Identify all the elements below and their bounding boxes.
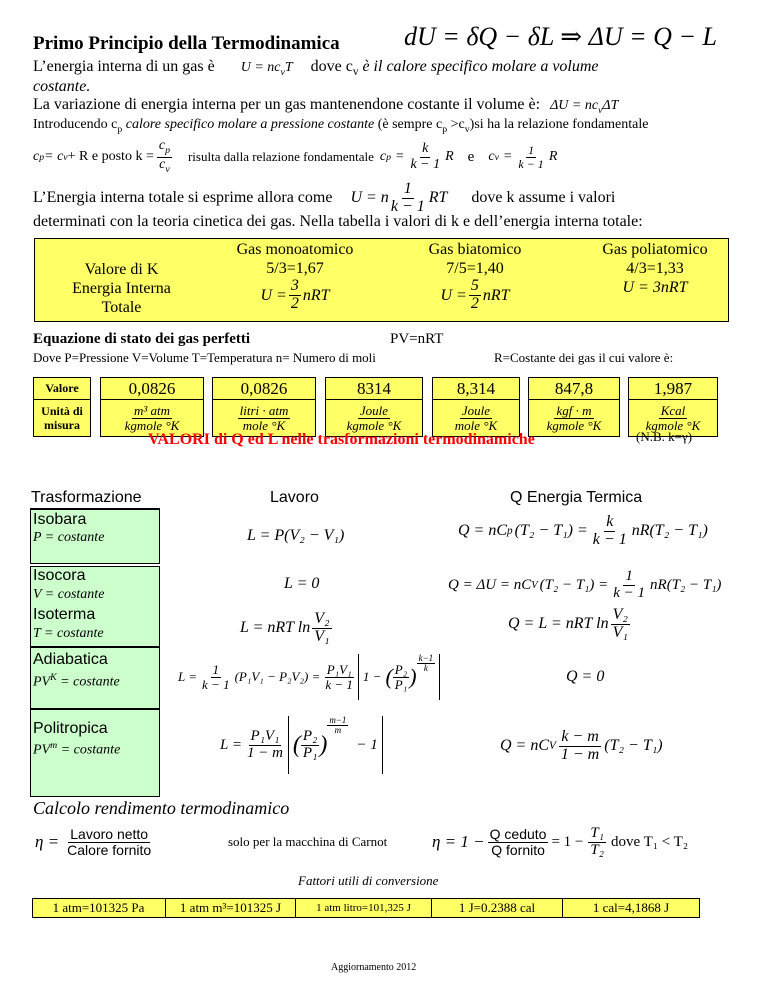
page-title: Primo Principio della Termodinamica [33,33,340,54]
r-table-value-cell: 0,0826 [100,377,204,400]
intro-line-3: La variazione di energia interna per un gas mantenendone costante il volume è: $\Delta U = nc_v\Delta T$ [33,96,619,116]
gas-col-poli: Gas poliatomico 4/3=1,33 U = 3nRT [602,241,708,296]
footer-update: Aggiornamento 2012 [331,962,417,973]
isobara-heat: Q = nC p (T₂ − T₁) = $\frac{k}{k - 1}$ nR(T₂ − T₁) [458,512,708,548]
isobara-work: L = P(V₂ − V₁) [247,527,345,544]
intro-line-4: Introducendo $c_p$ calore specifico molare a pressione costante (è sempre $c_p >c_v)si$ ha la relazione fondamentale [33,117,649,135]
transform-name: Politropica [33,720,108,737]
carnot-text: solo per la macchina di Carnot [228,834,388,849]
conversion-title: Fattori utili di conversione [298,873,439,888]
r-table-label-unit: Unità di misura [33,400,91,437]
total-energy-line: L’Energia interna totale si esprime allora come U = n $\frac{1}{k - 1}$ RT dove k assume i valori [33,179,616,215]
r-table-value-cell: 8,314 [432,377,520,400]
politropica-work: L = $\frac{\text{P₁V₁}}{1 - m}$ ( $\frac{\text{P₂}}{\text{P₁}}$ ) $\frac{m-1}{m}$ − 1 [220,712,383,778]
adiabatica-work: L = $\frac{1}{k - 1}$ (P₁V₁ − P₂V₂) = $\frac{\text{P₁V₁}}{k - 1}$ 1 − ( $\frac{\text{P₂}}{\text{P₁}}$ ) $\frac{k-1}{k}$ [178,650,440,704]
isocora-heat: Q = ΔU = nC V (T₂ − T₁) = $\frac{1}{k - 1}$ nR(T₂ − T₁) [448,567,722,601]
isoterma-heat: Q = L = nRT ln $\frac{\text{V₂}}{\text{V₁}}$ [508,605,628,641]
r-table-label-value: Valore [33,377,91,400]
adiabatica-heat: Q = 0 [566,668,605,685]
state-eq-title: Equazione di stato dei gas perfetti [33,331,251,347]
conversion-item: 1 atm m³=101325 J [166,898,296,918]
gas-col-mono: Gas monoatomico 5/3=1,67 U = $\frac{3}{2}$ nRT [236,241,354,312]
transform-name: Isoterma [33,606,96,623]
relation-line: c p = c v + R e posto k = $\frac{c_p}{c_v}$ risulta dalla relazione fondamentale c p = $\frac{k}{k - 1}$ R e c v = $\frac{1}{k - 1}$ R [33,138,558,175]
efficiency-title: Calcolo rendimento termodinamico [33,798,290,818]
transform-name: Isobara [33,511,87,528]
state-eq-formula: PV=nRT [390,331,444,347]
first-law-formula: dU = δQ − δL ⇒ ΔU = Q − L [404,22,717,51]
r-table-value-cell: 1,987 [628,377,718,400]
r-table-unit-cell: $\frac{\text{Joule}}{\text{kgmole °K}}$ [325,400,423,437]
politropica-heat: Q = nC V $\frac{k - m}{1 - m}$ (T₂ − T₁) [500,727,663,763]
isoterma-work: L = nRT ln $\frac{\text{V₂}}{\text{V₁}}$ [240,609,330,645]
r-table-unit-cell: $\frac{\text{litri · atm}}{\text{mole °K}}$ [212,400,316,437]
r-table-value-cell: 0,0826 [212,377,316,400]
r-constant-text: R=Costante dei gas il cui valore è: [494,350,674,365]
transform-condition: T = costante [33,626,104,641]
r-table-unit-cell: $\frac{\text{Joule}}{\text{mole °K}}$ [432,400,520,437]
conversion-item: 1 atm litro=101,325 J [296,898,432,918]
transform-name: Isocora [33,567,86,584]
intro-line-2: costante. [33,78,91,95]
carnot-formula: η = 1 − $\frac{\text{Q ceduto}}{\text{Q fornito}}$ = 1 − $\frac{\text{T₁}}{\text{T₂}}$ dove T₁ < T₂ [432,824,689,858]
transforms-note: (N.B. k=γ) [636,429,693,444]
transform-condition: $PV^K$ = costante [33,672,120,690]
transform-name: Adiabatica [33,651,108,668]
conversion-item: 1 atm=101325 Pa [32,898,166,918]
r-table-value-cell: 8314 [325,377,423,400]
gas-table-row-labels: Valore di K Energia Interna Totale [72,261,171,316]
r-table-value-cell: 847,8 [528,377,620,400]
isocora-work: L = 0 [284,575,320,592]
transform-condition: P = costante [33,530,105,545]
intro-line-1: L’energia interna di un gas è $U = nc_vT$ dove $c_v$ è il calore specifico molare a volume [33,58,599,79]
r-table-unit-cell: $\frac{\text{m³ atm}}{\text{kgmole °K}}$ [100,400,204,437]
conversion-item: 1 cal=4,1868 J [563,898,700,918]
col-work-header: Lavoro [270,489,319,506]
gas-col-bi: Gas biatomico 7/5=1,40 U = $\frac{5}{2}$ nRT [428,241,522,312]
state-eq-legend: Dove P=Pressione V=Volume T=Temperatura n= Numero di moli [33,350,376,365]
col-transform-header: Trasformazione [31,489,142,506]
efficiency-formula: η = $\frac{\text{Lavoro netto}}{\text{Calore fornito}}$ [35,825,152,858]
transforms-heading: VALORI di Q ed L nelle trasformazioni termodinamiche [148,431,535,448]
transform-condition: V = costante [33,587,105,602]
conversion-item: 1 J=0.2388 cal [432,898,563,918]
transform-condition: $PV^m$ = costante [33,740,121,758]
r-table-unit-cell: $\frac{\text{kgf · m}}{\text{kgmole °K}}$ [528,400,620,437]
intro-line-6: determinati con la teoria cinetica dei gas. Nella tabella i valori di k e dell’energia interna totale: [33,213,643,230]
r-table-unit-cell: $\frac{\text{Kcal}}{\text{kgmole °K}}$ [628,400,718,437]
col-heat-header: Q Energia Termica [510,489,643,506]
